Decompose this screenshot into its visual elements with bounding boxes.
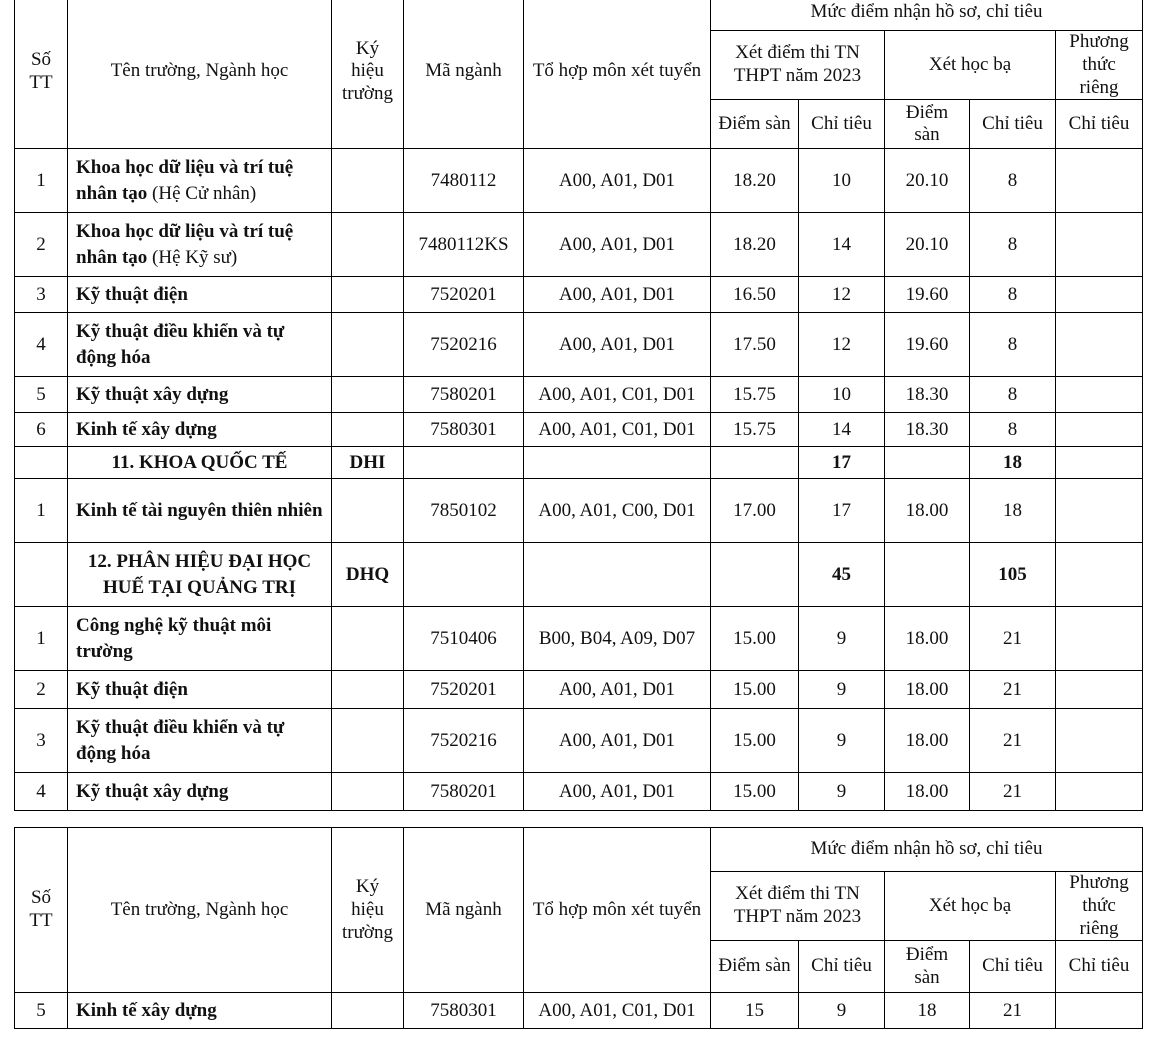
major-name-bold: Khoa học dữ liệu và trí tuệ nhân tạo xyxy=(76,221,294,268)
table-row xyxy=(15,413,1143,447)
header-diem-san: Điểm sàn xyxy=(885,100,970,149)
header-ten-truong: Tên trường, Ngành học xyxy=(68,828,332,993)
row-stt: 2 xyxy=(15,671,68,709)
major-name-bold: Khoa học dữ liệu và trí tuệ nhân tạo xyxy=(76,157,294,204)
hocba-floor-score: 18.00 xyxy=(885,709,970,773)
school-symbol xyxy=(332,277,404,313)
header-xet-thpt: Xét điểm thi TN THPT năm 2023 xyxy=(711,31,885,100)
major-code: 7520201 xyxy=(404,671,524,709)
school-symbol xyxy=(332,313,404,377)
hocba-floor-score: 18.00 xyxy=(885,671,970,709)
school-symbol: DHQ xyxy=(332,543,404,607)
subject-combination: A00, A01, D01 xyxy=(524,149,711,213)
major-code: 7480112KS xyxy=(404,213,524,277)
hocba-quota: 21 xyxy=(970,671,1056,709)
subject-combination xyxy=(524,543,711,607)
thpt-quota: 9 xyxy=(799,671,885,709)
major-name-bold: Kinh tế xây dựng xyxy=(76,419,217,441)
major-name-bold: Kỹ thuật xây dựng xyxy=(76,781,229,803)
header-ky-hieu: Ký hiệu trường xyxy=(332,0,404,149)
row-stt: 4 xyxy=(15,313,68,377)
subject-combination xyxy=(524,447,711,479)
row-stt xyxy=(15,543,68,607)
thpt-quota: 14 xyxy=(799,213,885,277)
thpt-quota: 45 xyxy=(799,543,885,607)
header-chi-tieu: Chỉ tiêu xyxy=(1056,100,1143,149)
section-name: 11. KHOA QUỐC TẾ xyxy=(68,447,332,479)
hocba-floor-score: 18 xyxy=(885,993,970,1029)
thpt-floor-score xyxy=(711,447,799,479)
subject-combination: A00, A01, D01 xyxy=(524,671,711,709)
school-symbol xyxy=(332,671,404,709)
table-row xyxy=(15,213,1143,277)
thpt-quota: 17 xyxy=(799,447,885,479)
major-code xyxy=(404,543,524,607)
header-ma-nganh: Mã ngành xyxy=(404,828,524,993)
rieng-quota xyxy=(1056,671,1143,709)
major-name-bold: Kỹ thuật điều khiển và tự động hóa xyxy=(76,717,285,764)
major-name xyxy=(68,377,332,413)
thpt-floor-score: 15.00 xyxy=(711,607,799,671)
major-name xyxy=(68,213,332,277)
hocba-floor-score: 18.00 xyxy=(885,773,970,811)
hocba-quota: 8 xyxy=(970,277,1056,313)
header-xet-hoc-ba: Xét học bạ xyxy=(885,31,1056,100)
school-symbol xyxy=(332,149,404,213)
school-symbol xyxy=(332,709,404,773)
row-stt xyxy=(15,447,68,479)
row-stt: 4 xyxy=(15,773,68,811)
table-row xyxy=(15,479,1143,543)
hocba-floor-score: 18.30 xyxy=(885,377,970,413)
major-name xyxy=(68,149,332,213)
subject-combination: A00, A01, D01 xyxy=(524,313,711,377)
header-to-hop: Tổ hợp môn xét tuyển xyxy=(524,828,711,993)
hocba-floor-score: 18.00 xyxy=(885,607,970,671)
rieng-quota xyxy=(1056,993,1143,1029)
thpt-floor-score: 18.20 xyxy=(711,213,799,277)
subject-combination: A00, A01, D01 xyxy=(524,277,711,313)
hocba-floor-score xyxy=(885,543,970,607)
thpt-quota: 14 xyxy=(799,413,885,447)
major-name xyxy=(68,413,332,447)
major-code xyxy=(404,447,524,479)
table-row xyxy=(15,277,1143,313)
major-name-bold: Kỹ thuật điện xyxy=(76,284,188,306)
subject-combination: A00, A01, C01, D01 xyxy=(524,413,711,447)
header-diem-san: Điểm sàn xyxy=(885,941,970,993)
admission-table-1 xyxy=(14,0,1143,811)
header-muc-diem: Mức điểm nhận hồ sơ, chỉ tiêu xyxy=(711,828,1143,872)
table-row xyxy=(15,313,1143,377)
hocba-quota: 21 xyxy=(970,993,1056,1029)
major-name-bold: Kỹ thuật điều khiển và tự động hóa xyxy=(76,321,285,368)
hocba-quota: 21 xyxy=(970,773,1056,811)
header-chi-tieu: Chỉ tiêu xyxy=(970,941,1056,993)
school-symbol xyxy=(332,773,404,811)
hocba-quota: 18 xyxy=(970,479,1056,543)
hocba-floor-score xyxy=(885,447,970,479)
hocba-quota: 21 xyxy=(970,709,1056,773)
header-xet-hoc-ba: Xét học bạ xyxy=(885,872,1056,941)
rieng-quota xyxy=(1056,447,1143,479)
section-row xyxy=(15,447,1143,479)
header-chi-tieu: Chỉ tiêu xyxy=(1056,941,1143,993)
hocba-floor-score: 20.10 xyxy=(885,213,970,277)
row-stt: 1 xyxy=(15,607,68,671)
subject-combination: A00, A01, C00, D01 xyxy=(524,479,711,543)
subject-combination: A00, A01, C01, D01 xyxy=(524,377,711,413)
header-chi-tieu: Chỉ tiêu xyxy=(970,100,1056,149)
header-xet-thpt: Xét điểm thi TN THPT năm 2023 xyxy=(711,872,885,941)
major-name xyxy=(68,607,332,671)
table-row xyxy=(15,149,1143,213)
section-name: 12. PHÂN HIỆU ĐẠI HỌC HUẾ TẠI QUẢNG TRỊ xyxy=(68,543,332,607)
thpt-quota: 12 xyxy=(799,313,885,377)
row-stt: 5 xyxy=(15,993,68,1029)
rieng-quota xyxy=(1056,377,1143,413)
rieng-quota xyxy=(1056,543,1143,607)
subject-combination: A00, A01, D01 xyxy=(524,213,711,277)
table-row xyxy=(15,993,1143,1029)
rieng-quota xyxy=(1056,709,1143,773)
header-diem-san: Điểm sàn xyxy=(711,100,799,149)
table-row xyxy=(15,607,1143,671)
hocba-quota: 8 xyxy=(970,149,1056,213)
school-symbol xyxy=(332,377,404,413)
rieng-quota xyxy=(1056,607,1143,671)
thpt-floor-score: 15.00 xyxy=(711,709,799,773)
header-stt: Số TT xyxy=(15,0,68,149)
subject-combination: B00, B04, A09, D07 xyxy=(524,607,711,671)
header-chi-tieu: Chỉ tiêu xyxy=(799,100,885,149)
major-code: 7580201 xyxy=(404,377,524,413)
table-row xyxy=(15,709,1143,773)
rieng-quota xyxy=(1056,413,1143,447)
hocba-quota: 8 xyxy=(970,413,1056,447)
rieng-quota xyxy=(1056,773,1143,811)
thpt-quota: 9 xyxy=(799,709,885,773)
thpt-floor-score: 15.75 xyxy=(711,413,799,447)
hocba-floor-score: 19.60 xyxy=(885,277,970,313)
hocba-floor-score: 18.30 xyxy=(885,413,970,447)
thpt-quota: 17 xyxy=(799,479,885,543)
row-stt: 5 xyxy=(15,377,68,413)
table-row xyxy=(15,671,1143,709)
major-name-bold: Kinh tế xây dựng xyxy=(76,1000,217,1022)
thpt-quota: 10 xyxy=(799,377,885,413)
major-code: 7510406 xyxy=(404,607,524,671)
header-ky-hieu: Ký hiệu trường xyxy=(332,828,404,993)
admission-table-2 xyxy=(14,827,1143,1029)
table-row xyxy=(15,377,1143,413)
major-name-suffix: (Hệ Cử nhân) xyxy=(147,182,257,204)
major-code: 7580301 xyxy=(404,413,524,447)
major-name xyxy=(68,277,332,313)
row-stt: 3 xyxy=(15,709,68,773)
hocba-floor-score: 20.10 xyxy=(885,149,970,213)
school-symbol: DHI xyxy=(332,447,404,479)
major-name xyxy=(68,313,332,377)
thpt-floor-score: 17.50 xyxy=(711,313,799,377)
rieng-quota xyxy=(1056,313,1143,377)
major-name-bold: Kinh tế tài nguyên thiên nhiên xyxy=(76,500,323,522)
major-code: 7850102 xyxy=(404,479,524,543)
subject-combination: A00, A01, D01 xyxy=(524,709,711,773)
hocba-quota: 8 xyxy=(970,213,1056,277)
school-symbol xyxy=(332,479,404,543)
header-muc-diem: Mức điểm nhận hồ sơ, chỉ tiêu xyxy=(711,0,1143,31)
major-code: 7520216 xyxy=(404,313,524,377)
major-name xyxy=(68,479,332,543)
thpt-floor-score: 15 xyxy=(711,993,799,1029)
thpt-quota: 12 xyxy=(799,277,885,313)
header-to-hop: Tổ hợp môn xét tuyển xyxy=(524,0,711,149)
major-code: 7520216 xyxy=(404,709,524,773)
major-name-bold: Công nghệ kỹ thuật môi trường xyxy=(76,615,272,662)
school-symbol xyxy=(332,213,404,277)
hocba-floor-score: 19.60 xyxy=(885,313,970,377)
major-name xyxy=(68,773,332,811)
hocba-quota: 8 xyxy=(970,313,1056,377)
school-symbol xyxy=(332,413,404,447)
header-diem-san: Điểm sàn xyxy=(711,941,799,993)
rieng-quota xyxy=(1056,479,1143,543)
row-stt: 6 xyxy=(15,413,68,447)
thpt-floor-score: 17.00 xyxy=(711,479,799,543)
subject-combination: A00, A01, C01, D01 xyxy=(524,993,711,1029)
major-name xyxy=(68,709,332,773)
major-name-bold: Kỹ thuật điện xyxy=(76,679,188,701)
section-row xyxy=(15,543,1143,607)
table-row xyxy=(15,773,1143,811)
major-code: 7520201 xyxy=(404,277,524,313)
school-symbol xyxy=(332,607,404,671)
header-phuong-thuc: Phương thức riêng xyxy=(1056,31,1143,100)
rieng-quota xyxy=(1056,149,1143,213)
thpt-floor-score: 18.20 xyxy=(711,149,799,213)
hocba-quota: 21 xyxy=(970,607,1056,671)
row-stt: 1 xyxy=(15,149,68,213)
rieng-quota xyxy=(1056,277,1143,313)
thpt-quota: 10 xyxy=(799,149,885,213)
thpt-quota: 9 xyxy=(799,607,885,671)
thpt-floor-score: 16.50 xyxy=(711,277,799,313)
row-stt: 1 xyxy=(15,479,68,543)
header-ten-truong: Tên trường, Ngành học xyxy=(68,0,332,149)
thpt-floor-score xyxy=(711,543,799,607)
header-stt: Số TT xyxy=(15,828,68,993)
thpt-floor-score: 15.00 xyxy=(711,671,799,709)
hocba-quota: 8 xyxy=(970,377,1056,413)
major-code: 7580301 xyxy=(404,993,524,1029)
major-name xyxy=(68,993,332,1029)
subject-combination: A00, A01, D01 xyxy=(524,773,711,811)
row-stt: 2 xyxy=(15,213,68,277)
major-name-bold: Kỹ thuật xây dựng xyxy=(76,384,229,406)
hocba-quota: 105 xyxy=(970,543,1056,607)
school-symbol xyxy=(332,993,404,1029)
thpt-quota: 9 xyxy=(799,993,885,1029)
major-code: 7580201 xyxy=(404,773,524,811)
rieng-quota xyxy=(1056,213,1143,277)
row-stt: 3 xyxy=(15,277,68,313)
header-phuong-thuc: Phương thức riêng xyxy=(1056,872,1143,941)
major-code: 7480112 xyxy=(404,149,524,213)
major-name-suffix: (Hệ Kỹ sư) xyxy=(147,246,238,268)
thpt-quota: 9 xyxy=(799,773,885,811)
hocba-floor-score: 18.00 xyxy=(885,479,970,543)
thpt-floor-score: 15.00 xyxy=(711,773,799,811)
header-chi-tieu: Chỉ tiêu xyxy=(799,941,885,993)
major-name xyxy=(68,671,332,709)
header-ma-nganh: Mã ngành xyxy=(404,0,524,149)
hocba-quota: 18 xyxy=(970,447,1056,479)
thpt-floor-score: 15.75 xyxy=(711,377,799,413)
